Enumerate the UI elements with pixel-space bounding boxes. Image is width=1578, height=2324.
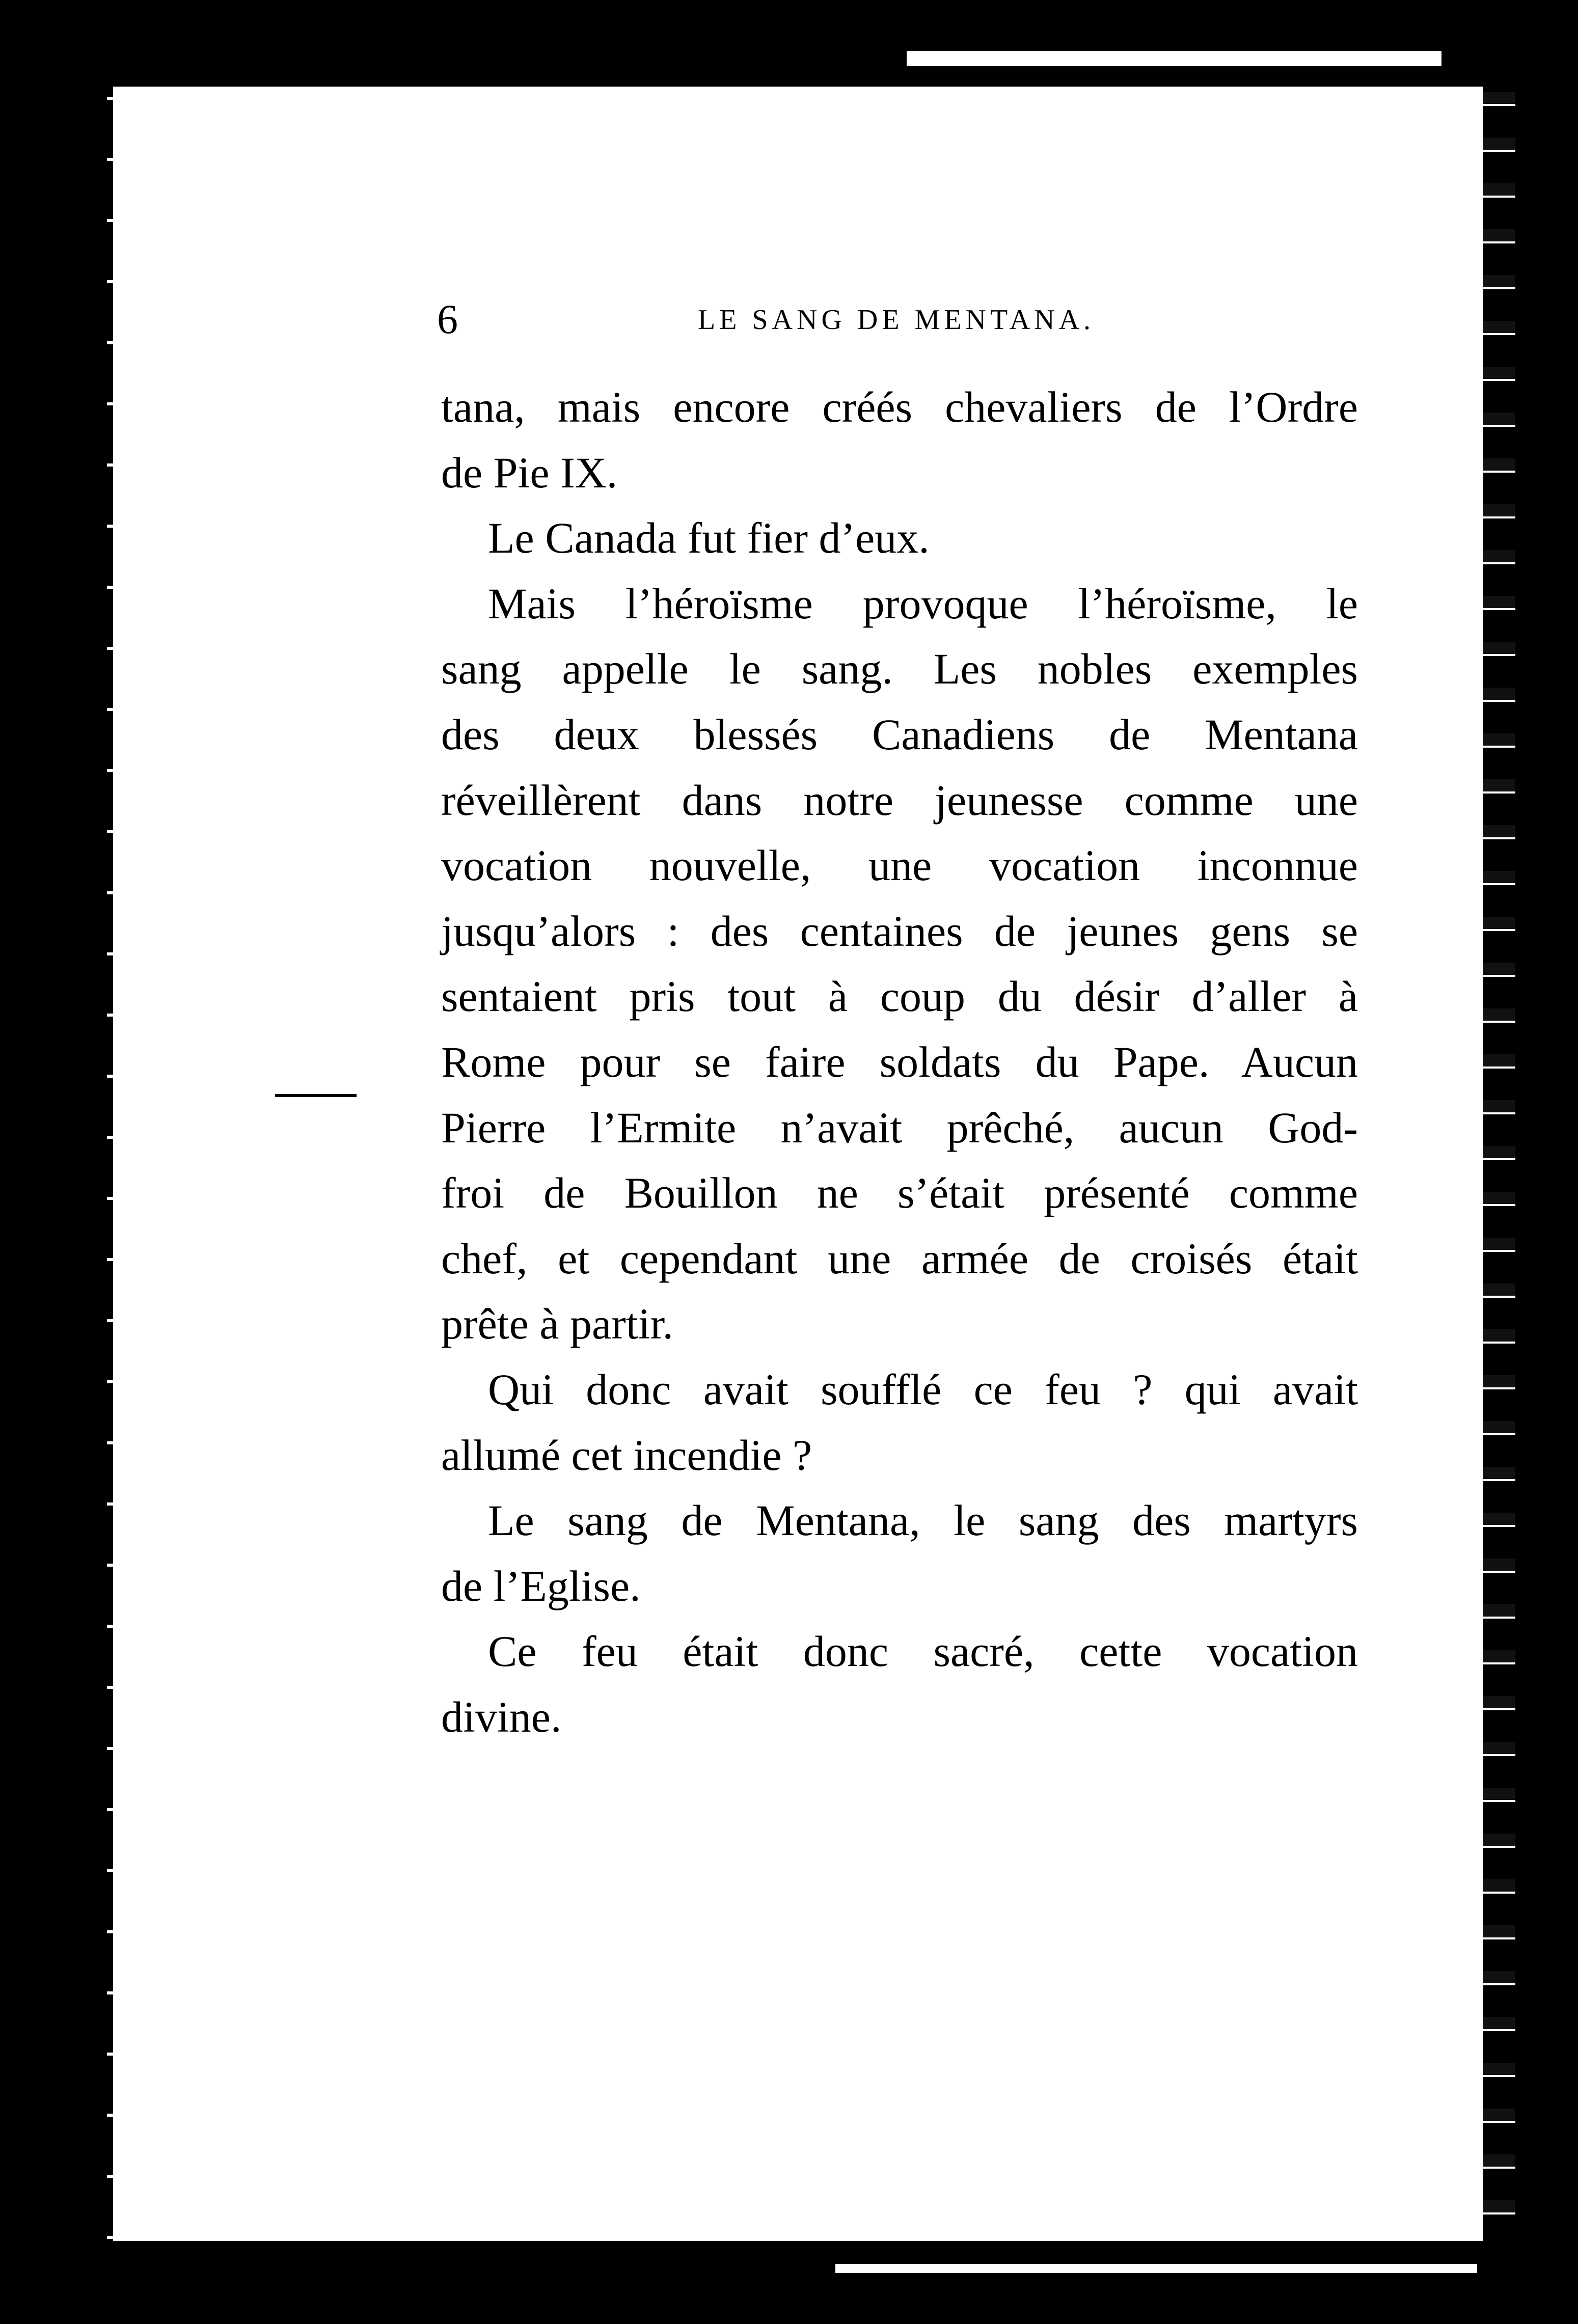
running-head xyxy=(437,295,1354,341)
text-line: froi de Bouillon ne s’était présenté comme xyxy=(441,1168,1358,1218)
text-line: Rome pour se faire soldats du Pape. Aucun xyxy=(441,1037,1358,1086)
text-line: jusqu’alors : des centaines de jeunes gens se xyxy=(441,906,1358,955)
text-line: de Pie IX. xyxy=(441,448,618,497)
text-line: prête à partir. xyxy=(441,1299,674,1349)
scan-right-edge xyxy=(1480,92,1515,2246)
text-line: vocation nouvelle, une vocation inconnue xyxy=(441,841,1358,890)
text-line: tana, mais encore créés chevaliers de l’Ordre xyxy=(441,382,1358,431)
body-text xyxy=(441,374,1358,1749)
text-line: Qui donc avait soufflé ce feu ? qui avait xyxy=(488,1364,1358,1414)
text-line: allumé cet incendie ? xyxy=(441,1430,812,1480)
text-line: Ce feu était donc sacré, cette vocation xyxy=(488,1627,1358,1676)
scan-bottom-artifact xyxy=(835,2264,1477,2273)
margin-mark xyxy=(275,1094,357,1097)
text-line: sang appelle le sang. Les nobles exemples xyxy=(441,644,1358,694)
text-line: chef, et cependant une armée de croisés était xyxy=(441,1234,1358,1283)
text-line: Le sang de Mentana, le sang des martyrs xyxy=(488,1496,1358,1545)
text-line: sentaient pris tout à coup du désir d’aller à xyxy=(441,972,1358,1021)
scan-top-artifact xyxy=(907,51,1441,66)
page-number: 6 xyxy=(437,296,458,342)
text-line: Pierre l’Ermite n’avait prêché, aucun God- xyxy=(441,1103,1358,1152)
running-title: LE SANG DE MENTANA. xyxy=(698,304,1095,336)
text-line: des deux blessés Canadiens de Mentana xyxy=(441,709,1358,759)
text-line: de l’Eglise. xyxy=(441,1561,641,1610)
text-line: Le Canada fut fier d’eux. xyxy=(488,513,930,563)
text-line: divine. xyxy=(441,1692,562,1741)
text-line: réveillèrent dans notre jeunesse comme une xyxy=(441,775,1358,825)
text-line: Mais l’héroïsme provoque l’héroïsme, le xyxy=(488,579,1358,628)
